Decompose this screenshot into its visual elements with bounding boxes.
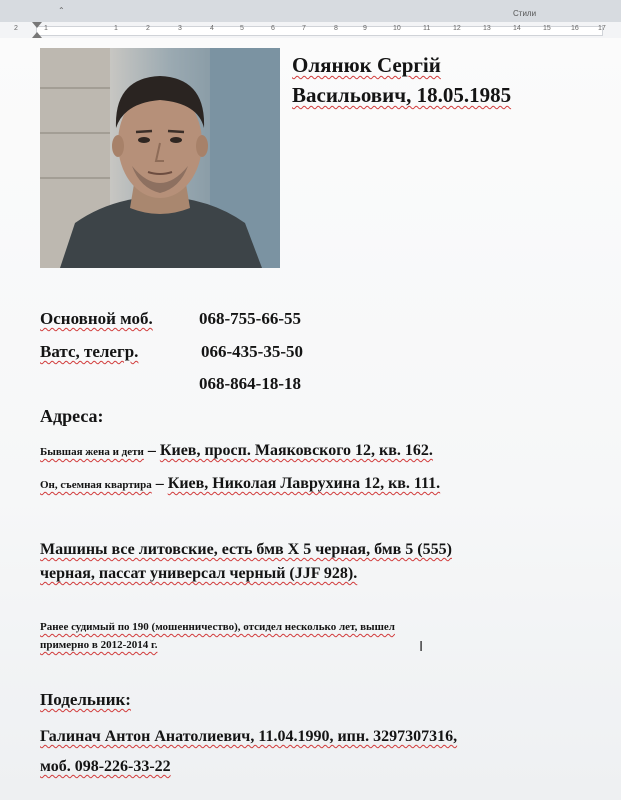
ruler-tick: 4 [210,25,214,32]
cars-line-1: Машины все литовские, есть бмв Х 5 черная, бмв 5 (555) [40,541,452,558]
messengers-label: Ватс, телегр. [40,342,139,361]
name-line-1: Олянюк Сергій [292,53,441,77]
ruler-tick: 15 [543,25,551,32]
ribbon-strip [0,0,621,23]
portrait-photo [40,48,280,268]
accomplice-heading: Подельник: [40,690,131,709]
extra-phone-value: 068-864-18-18 [199,374,301,393]
address-2-separator: – [151,475,168,492]
main-mobile-label: Основной моб. [40,309,153,328]
ruler-tick: 6 [271,25,275,32]
address-item-2 [40,475,440,493]
ribbon-collapse-icon[interactable]: ⌃ [58,6,65,15]
note-line-1: Ранее судимый по 190 (мошенничество), отсидел несколько лет, вышел [40,621,395,633]
main-mobile-value: 068-755-66-55 [199,309,301,328]
ruler-tick: 2 [14,25,18,32]
cars-paragraph [40,538,580,586]
cars-line-2: черная, пассат универсал черный (JJF 928). [40,565,358,582]
first-line-indent-marker[interactable] [32,22,42,28]
ruler-tick: 8 [334,25,338,32]
record-note [40,618,540,654]
ruler-tick: 14 [513,25,521,32]
person-name [292,50,511,110]
ruler-tick: 17 [598,25,606,32]
accomplice-line-2: моб. 098-226-33-22 [40,758,171,775]
ruler-tick: 11 [423,25,431,32]
ruler-tick: 13 [483,25,491,32]
accomplice-line-1: Галинач Антон Анатолиевич, 11.04.1990, ипн. 3297307316, [40,728,458,745]
address-1-separator: – [143,442,160,459]
ruler-tick: 9 [363,25,367,32]
ruler-tick: 5 [240,25,244,32]
ruler-tick: 7 [302,25,306,32]
note-line-2: примерно в 2012-2014 г. [40,639,158,651]
messengers-value: 066-435-35-50 [201,342,303,361]
accomplice-details [40,722,580,782]
ruler-tick: 12 [453,25,461,32]
ruler-tick: 1 [44,25,48,32]
text-cursor-icon: I [419,638,424,655]
horizontal-ruler[interactable] [0,22,621,39]
ruler-tick: 10 [393,25,401,32]
address-item-1 [40,442,433,460]
address-2-value: Киев, Николая Лаврухина 12, кв. 111. [167,475,441,492]
addresses-heading: Адреса: [40,406,104,426]
ruler-tick: 16 [571,25,579,32]
name-line-2: Васильович, 18.05.1985 [292,83,512,107]
ruler-tick: 1 [114,25,118,32]
address-1-label: Бывшая жена и дети [40,446,144,458]
ruler-tick: 3 [178,25,182,32]
address-2-label: Он, съемная квартира [40,479,152,491]
document-page[interactable] [0,38,621,800]
ruler-tick: 2 [146,25,150,32]
address-1-value: Киев, просп. Маяковского 12, кв. 162. [159,442,433,459]
styles-group-label[interactable]: Стили [513,9,537,18]
